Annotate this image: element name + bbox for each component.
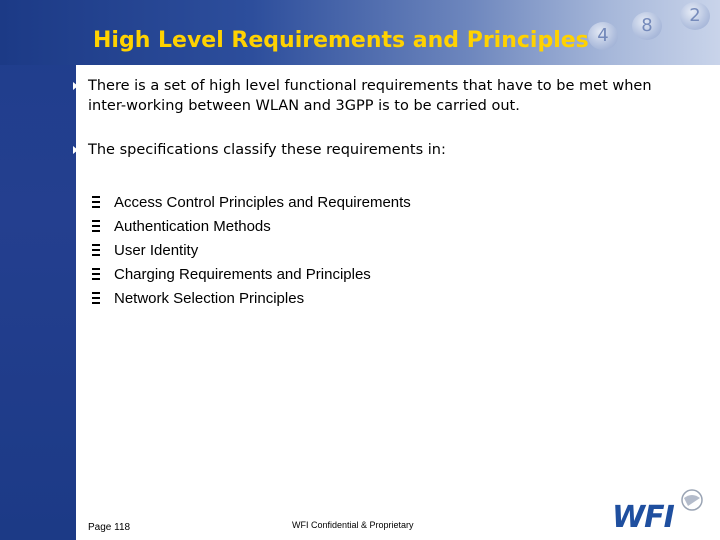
list-item [92, 214, 411, 238]
page-number: Page 118 [88, 522, 131, 533]
sub-item-list [92, 190, 411, 310]
sub-bullet-icon [92, 196, 100, 208]
left-decorative-band [0, 0, 76, 540]
keypad-key: 8 [632, 12, 662, 40]
keypad-key: 4 [588, 22, 618, 50]
sub-bullet-icon [92, 244, 100, 256]
confidential-notice: WFI Confidential & Proprietary [292, 520, 414, 530]
list-item-label: Network Selection Principles [114, 289, 305, 307]
sub-bullet-icon [92, 292, 100, 304]
sub-bullet-icon [92, 268, 100, 280]
list-item [92, 262, 411, 286]
list-item-label: User Identity [114, 241, 199, 259]
slide-title: High Level Requirements and Principles [93, 28, 589, 53]
sub-bullet-icon [92, 220, 100, 232]
keypad-key: 2 [680, 2, 710, 30]
bullet-text: The specifications classify these requirements in: [88, 142, 446, 158]
list-item-label: Access Control Principles and Requirements [114, 193, 411, 211]
list-item-label: Charging Requirements and Principles [114, 265, 371, 283]
list-item [92, 286, 411, 310]
list-item [92, 238, 411, 262]
list-item [92, 190, 411, 214]
wfi-logo [612, 488, 712, 535]
logo-text: WFI [612, 500, 674, 535]
list-item-label: Authentication Methods [114, 217, 271, 235]
bullet-text: There is a set of high level functional requirements that have to be met when inter-working between WLAN and 3GPP is to be carried out. [88, 78, 652, 114]
